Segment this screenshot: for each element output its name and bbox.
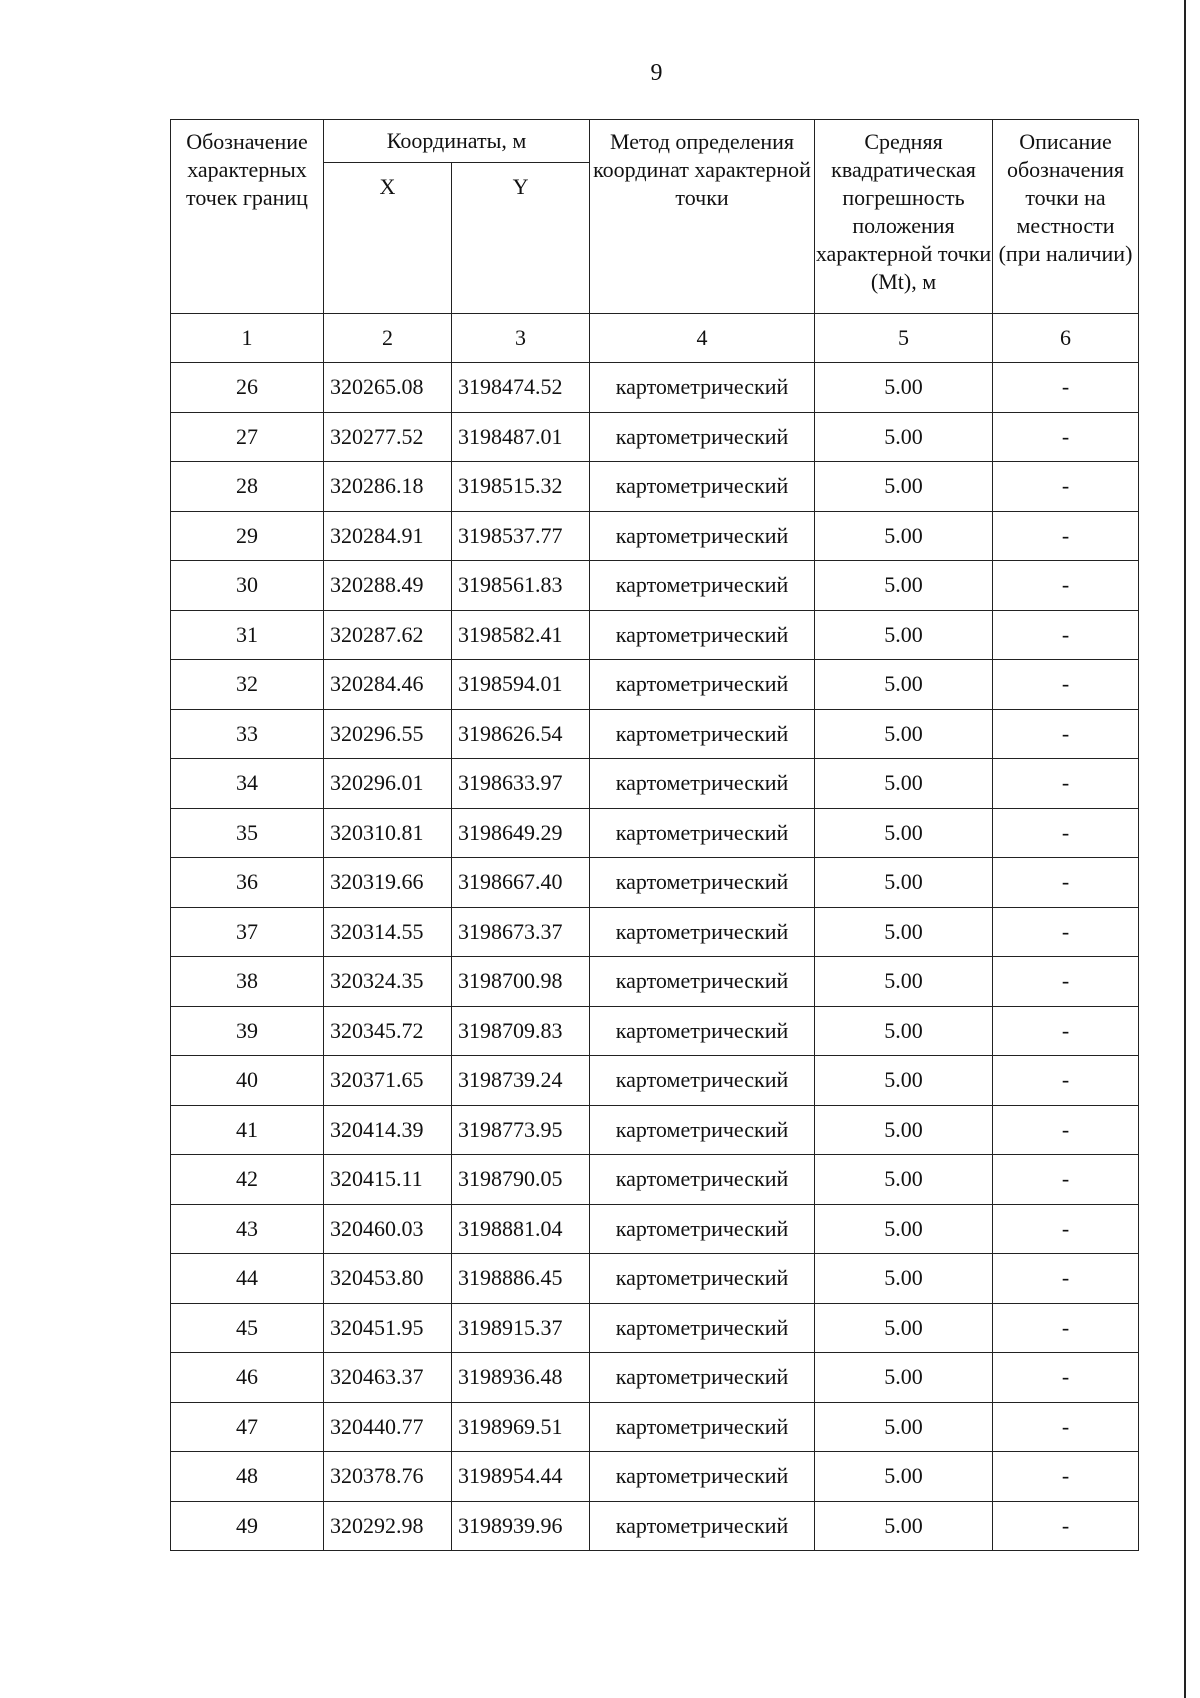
cell-x: 320415.11 — [324, 1155, 452, 1205]
header-designation: Обозначение характерных точек границ — [171, 120, 324, 314]
column-number: 2 — [324, 314, 452, 363]
cell-description: - — [993, 1353, 1139, 1403]
cell-error: 5.00 — [815, 1254, 993, 1304]
cell-point: 42 — [171, 1155, 324, 1205]
cell-x: 320451.95 — [324, 1303, 452, 1353]
cell-y: 3198594.01 — [452, 660, 590, 710]
cell-method: картометрический — [590, 759, 815, 809]
cell-description: - — [993, 1402, 1139, 1452]
cell-x: 320345.72 — [324, 1006, 452, 1056]
cell-error: 5.00 — [815, 957, 993, 1007]
table-row — [171, 1402, 1139, 1452]
cell-error: 5.00 — [815, 1204, 993, 1254]
cell-x: 320286.18 — [324, 462, 452, 512]
cell-error: 5.00 — [815, 907, 993, 957]
table-row — [171, 1006, 1139, 1056]
table-row — [171, 511, 1139, 561]
cell-y: 3198667.40 — [452, 858, 590, 908]
cell-method: картометрический — [590, 1501, 815, 1551]
cell-x: 320319.66 — [324, 858, 452, 908]
table-row — [171, 808, 1139, 858]
cell-point: 47 — [171, 1402, 324, 1452]
cell-error: 5.00 — [815, 363, 993, 413]
cell-description: - — [993, 561, 1139, 611]
cell-x: 320284.91 — [324, 511, 452, 561]
cell-y: 3198673.37 — [452, 907, 590, 957]
cell-x: 320265.08 — [324, 363, 452, 413]
cell-method: картометрический — [590, 660, 815, 710]
cell-x: 320314.55 — [324, 907, 452, 957]
table-row — [171, 1105, 1139, 1155]
cell-point: 41 — [171, 1105, 324, 1155]
table-row — [171, 709, 1139, 759]
table-row — [171, 660, 1139, 710]
header-method: Метод определения координат характерной точки — [590, 120, 815, 314]
cell-x: 320453.80 — [324, 1254, 452, 1304]
cell-description: - — [993, 1105, 1139, 1155]
header-y: Y — [452, 163, 590, 314]
cell-method: картометрический — [590, 412, 815, 462]
header-x: X — [324, 163, 452, 314]
cell-x: 320371.65 — [324, 1056, 452, 1106]
cell-y: 3198582.41 — [452, 610, 590, 660]
cell-x: 320288.49 — [324, 561, 452, 611]
cell-point: 45 — [171, 1303, 324, 1353]
cell-error: 5.00 — [815, 412, 993, 462]
table-row — [171, 1303, 1139, 1353]
cell-y: 3198739.24 — [452, 1056, 590, 1106]
cell-y: 3198954.44 — [452, 1452, 590, 1502]
table-row — [171, 462, 1139, 512]
table-row — [171, 858, 1139, 908]
cell-y: 3198700.98 — [452, 957, 590, 1007]
cell-error: 5.00 — [815, 1452, 993, 1502]
cell-x: 320296.55 — [324, 709, 452, 759]
cell-method: картометрический — [590, 1303, 815, 1353]
cell-description: - — [993, 363, 1139, 413]
page-edge-line — [1184, 0, 1186, 1698]
cell-point: 39 — [171, 1006, 324, 1056]
table-row — [171, 1452, 1139, 1502]
cell-method: картометрический — [590, 858, 815, 908]
cell-y: 3198790.05 — [452, 1155, 590, 1205]
column-number: 6 — [993, 314, 1139, 363]
cell-error: 5.00 — [815, 1006, 993, 1056]
cell-error: 5.00 — [815, 808, 993, 858]
cell-description: - — [993, 759, 1139, 809]
table-row — [171, 1501, 1139, 1551]
cell-point: 40 — [171, 1056, 324, 1106]
table-row — [171, 610, 1139, 660]
cell-error: 5.00 — [815, 610, 993, 660]
cell-y: 3198709.83 — [452, 1006, 590, 1056]
cell-method: картометрический — [590, 1105, 815, 1155]
cell-point: 26 — [171, 363, 324, 413]
cell-method: картометрический — [590, 1056, 815, 1106]
table-row — [171, 561, 1139, 611]
cell-method: картометрический — [590, 1006, 815, 1056]
cell-error: 5.00 — [815, 1155, 993, 1205]
cell-point: 37 — [171, 907, 324, 957]
cell-y: 3198969.51 — [452, 1402, 590, 1452]
cell-point: 36 — [171, 858, 324, 908]
cell-method: картометрический — [590, 1254, 815, 1304]
cell-method: картометрический — [590, 511, 815, 561]
cell-y: 3198487.01 — [452, 412, 590, 462]
column-number: 5 — [815, 314, 993, 363]
cell-error: 5.00 — [815, 462, 993, 512]
cell-error: 5.00 — [815, 1353, 993, 1403]
table-row — [171, 1155, 1139, 1205]
cell-description: - — [993, 1501, 1139, 1551]
cell-error: 5.00 — [815, 511, 993, 561]
cell-y: 3198561.83 — [452, 561, 590, 611]
cell-error: 5.00 — [815, 1105, 993, 1155]
cell-point: 29 — [171, 511, 324, 561]
cell-point: 48 — [171, 1452, 324, 1502]
cell-point: 34 — [171, 759, 324, 809]
header-coordinates: Координаты, м — [324, 120, 590, 163]
cell-description: - — [993, 858, 1139, 908]
cell-x: 320284.46 — [324, 660, 452, 710]
table-row — [171, 957, 1139, 1007]
cell-y: 3198537.77 — [452, 511, 590, 561]
cell-y: 3198881.04 — [452, 1204, 590, 1254]
cell-x: 320277.52 — [324, 412, 452, 462]
cell-description: - — [993, 1204, 1139, 1254]
cell-method: картометрический — [590, 363, 815, 413]
cell-description: - — [993, 660, 1139, 710]
table-row — [171, 412, 1139, 462]
cell-x: 320292.98 — [324, 1501, 452, 1551]
cell-error: 5.00 — [815, 709, 993, 759]
table-row — [171, 1353, 1139, 1403]
cell-y: 3198626.54 — [452, 709, 590, 759]
cell-error: 5.00 — [815, 858, 993, 908]
cell-description: - — [993, 1155, 1139, 1205]
coordinates-table — [170, 119, 1139, 1551]
cell-point: 49 — [171, 1501, 324, 1551]
table-body — [171, 363, 1139, 1551]
cell-x: 320463.37 — [324, 1353, 452, 1403]
table-row — [171, 363, 1139, 413]
cell-method: картометрический — [590, 808, 815, 858]
cell-error: 5.00 — [815, 1501, 993, 1551]
cell-method: картометрический — [590, 1155, 815, 1205]
cell-point: 43 — [171, 1204, 324, 1254]
cell-point: 33 — [171, 709, 324, 759]
cell-error: 5.00 — [815, 1402, 993, 1452]
table-row — [171, 1056, 1139, 1106]
cell-description: - — [993, 1006, 1139, 1056]
cell-method: картометрический — [590, 462, 815, 512]
cell-description: - — [993, 957, 1139, 1007]
page-number: 9 — [650, 60, 663, 86]
cell-y: 3198936.48 — [452, 1353, 590, 1403]
cell-description: - — [993, 1254, 1139, 1304]
column-number: 4 — [590, 314, 815, 363]
cell-description: - — [993, 462, 1139, 512]
cell-error: 5.00 — [815, 660, 993, 710]
table-row — [171, 907, 1139, 957]
cell-method: картометрический — [590, 709, 815, 759]
column-number: 1 — [171, 314, 324, 363]
cell-method: картометрический — [590, 610, 815, 660]
cell-description: - — [993, 412, 1139, 462]
cell-y: 3198915.37 — [452, 1303, 590, 1353]
cell-description: - — [993, 1452, 1139, 1502]
cell-method: картометрический — [590, 907, 815, 957]
cell-description: - — [993, 808, 1139, 858]
cell-description: - — [993, 610, 1139, 660]
cell-x: 320378.76 — [324, 1452, 452, 1502]
cell-y: 3198515.32 — [452, 462, 590, 512]
cell-x: 320324.35 — [324, 957, 452, 1007]
cell-y: 3198649.29 — [452, 808, 590, 858]
cell-y: 3198886.45 — [452, 1254, 590, 1304]
cell-error: 5.00 — [815, 1303, 993, 1353]
cell-error: 5.00 — [815, 759, 993, 809]
cell-method: картометрический — [590, 1204, 815, 1254]
cell-y: 3198474.52 — [452, 363, 590, 413]
header-error: Средняя квадратическая погрешность положения характерной точки (Mt), м — [815, 120, 993, 314]
cell-description: - — [993, 511, 1139, 561]
cell-method: картометрический — [590, 1452, 815, 1502]
cell-point: 35 — [171, 808, 324, 858]
cell-x: 320296.01 — [324, 759, 452, 809]
cell-x: 320310.81 — [324, 808, 452, 858]
header-description: Описание обозначения точки на местности (при наличии) — [993, 120, 1139, 314]
cell-error: 5.00 — [815, 1056, 993, 1106]
cell-description: - — [993, 1303, 1139, 1353]
cell-method: картометрический — [590, 1353, 815, 1403]
table-row — [171, 759, 1139, 809]
cell-point: 32 — [171, 660, 324, 710]
column-number: 3 — [452, 314, 590, 363]
cell-method: картометрический — [590, 561, 815, 611]
cell-description: - — [993, 709, 1139, 759]
cell-description: - — [993, 1056, 1139, 1106]
cell-point: 30 — [171, 561, 324, 611]
cell-y: 3198773.95 — [452, 1105, 590, 1155]
cell-point: 27 — [171, 412, 324, 462]
cell-point: 44 — [171, 1254, 324, 1304]
cell-x: 320440.77 — [324, 1402, 452, 1452]
cell-method: картометрический — [590, 1402, 815, 1452]
cell-y: 3198633.97 — [452, 759, 590, 809]
cell-point: 31 — [171, 610, 324, 660]
cell-point: 38 — [171, 957, 324, 1007]
cell-x: 320287.62 — [324, 610, 452, 660]
cell-method: картометрический — [590, 957, 815, 1007]
table-row — [171, 1254, 1139, 1304]
cell-point: 28 — [171, 462, 324, 512]
table-row — [171, 1204, 1139, 1254]
cell-point: 46 — [171, 1353, 324, 1403]
cell-error: 5.00 — [815, 561, 993, 611]
cell-x: 320414.39 — [324, 1105, 452, 1155]
cell-y: 3198939.96 — [452, 1501, 590, 1551]
cell-description: - — [993, 907, 1139, 957]
cell-x: 320460.03 — [324, 1204, 452, 1254]
